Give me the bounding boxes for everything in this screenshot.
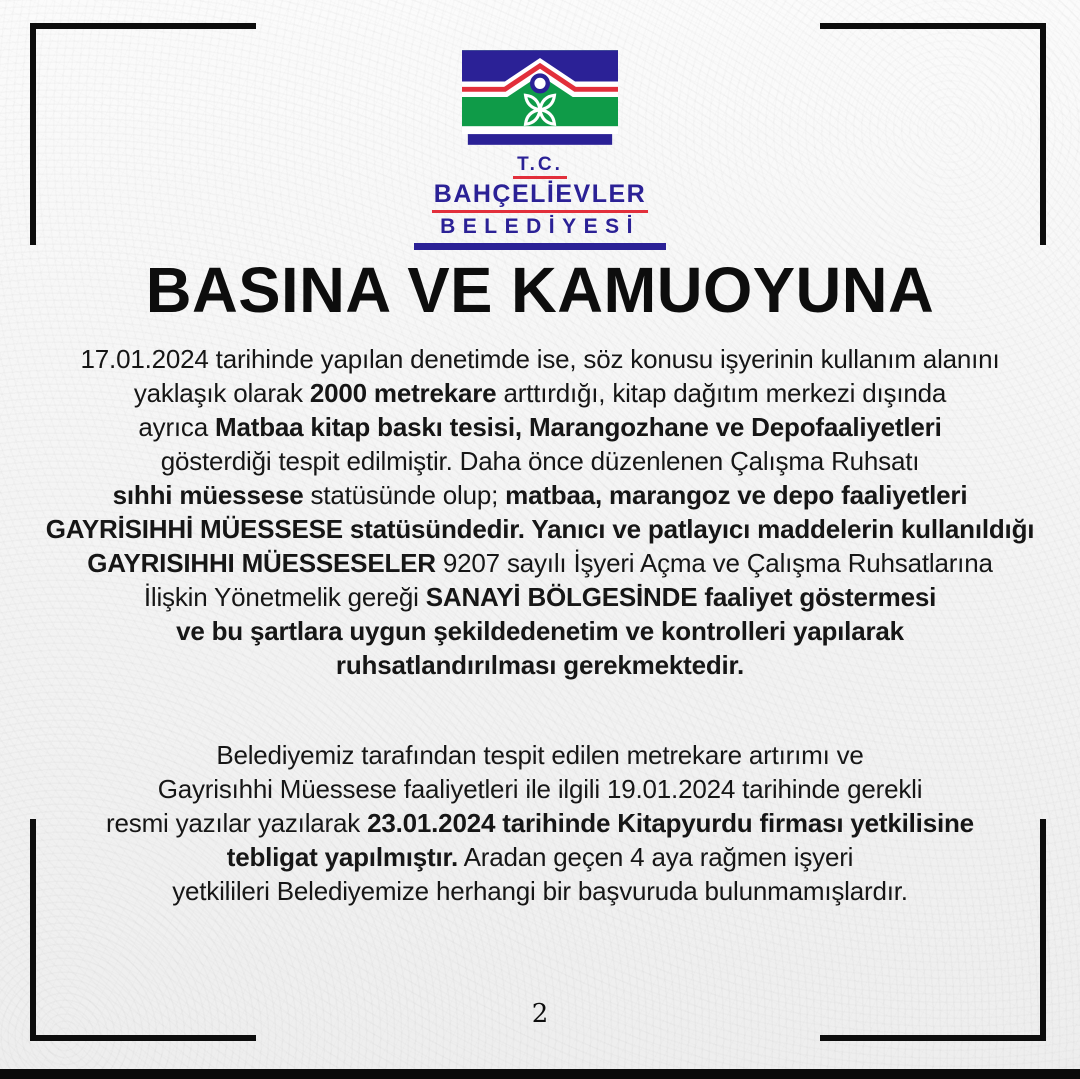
text-line — [30, 376, 1050, 410]
text-line — [30, 614, 1050, 648]
text-line — [30, 738, 1050, 772]
text-line — [30, 840, 1050, 874]
text-run: resmi yazılar yazılarak — [106, 808, 368, 838]
municipality-logo — [0, 50, 1080, 250]
text-run: gösterdiği tespit edilmiştir. Daha önce düzenlenen Çalışma Ruhsatı — [160, 446, 920, 476]
text-run: Belediyemiz tarafından tespit edilen metrekare artırımı ve — [216, 740, 864, 770]
logo-text-tc: T.C. — [513, 155, 567, 179]
text-line — [30, 444, 1050, 478]
text-run: Gayrisıhhi Müessese faaliyetleri ile ilgili 19.01.2024 tarihinde gerekli — [157, 774, 923, 804]
text-line — [30, 648, 1050, 682]
body-paragraphs — [30, 342, 1050, 908]
text-line — [30, 874, 1050, 908]
text-run-bold: GAYRİSIHHİ MÜESSESE statüsündedir. Yanıcı ve patlayıcı maddelerin kullanıldığı — [45, 514, 1035, 544]
paragraph — [30, 738, 1050, 908]
text-line — [30, 410, 1050, 444]
logo-text-bahcelievler: BAHÇELİEVLER — [432, 181, 648, 214]
text-run-bold: ruhsatlandırılması gerekmektedir. — [335, 650, 745, 680]
logo-text-belediyesi: BELEDİYESİ — [440, 215, 640, 239]
text-run: ayrıca — [138, 412, 216, 442]
text-run: İlişkin Yönetmelik gereği — [143, 582, 426, 612]
bottom-black-strip — [0, 1069, 1080, 1079]
text-run-bold: sıhhi müessese — [112, 480, 304, 510]
text-run-bold: GAYRISIHHI MÜESSESELER — [87, 548, 436, 578]
text-run: statüsünde olup; — [303, 480, 506, 510]
text-line — [30, 546, 1050, 580]
text-run: yetkilileri Belediyemize herhangi bir başvuruda bulunmamışlardır. — [172, 876, 908, 906]
text-line — [30, 478, 1050, 512]
text-run: Aradan geçen 4 aya rağmen işyeri — [458, 842, 854, 872]
logo-underline-bar — [414, 243, 666, 250]
text-run-bold: Matbaa kitap baskı tesisi, Marangozhane ve Depofaaliyetleri — [215, 412, 942, 442]
text-line — [30, 806, 1050, 840]
text-run-bold: matbaa, marangoz ve depo faaliyetleri — [505, 480, 968, 510]
text-run-bold: ve bu şartlara uygun şekildedenetim ve kontrolleri yapılarak — [176, 616, 904, 646]
text-line — [30, 512, 1050, 546]
text-run: 9207 sayılı İşyeri Açma ve Çalışma Ruhsatlarına — [435, 548, 993, 578]
paragraph — [30, 342, 1050, 682]
page-title: BASINA VE KAMUOYUNA — [145, 254, 935, 326]
text-run-bold: SANAYİ BÖLGESİNDE faaliyet göstermesi — [425, 582, 937, 612]
municipality-emblem-icon — [462, 50, 618, 148]
text-line — [30, 772, 1050, 806]
text-run-bold: 23.01.2024 tarihinde Kitapyurdu firması yetkilisine — [367, 808, 974, 838]
text-run-bold: tebligat yapılmıştır. — [226, 842, 459, 872]
text-line — [30, 580, 1050, 614]
text-run: 17.01.2024 tarihinde yapılan denetimde ise, söz konusu işyerinin kullanım alanını — [80, 344, 1000, 374]
text-run: arttırdığı, kitap dağıtım merkezi dışında — [496, 378, 947, 408]
text-line — [30, 342, 1050, 376]
text-run: yaklaşık olarak — [133, 378, 310, 408]
text-run-bold: 2000 metrekare — [309, 378, 497, 408]
page-number: 2 — [531, 999, 549, 1029]
